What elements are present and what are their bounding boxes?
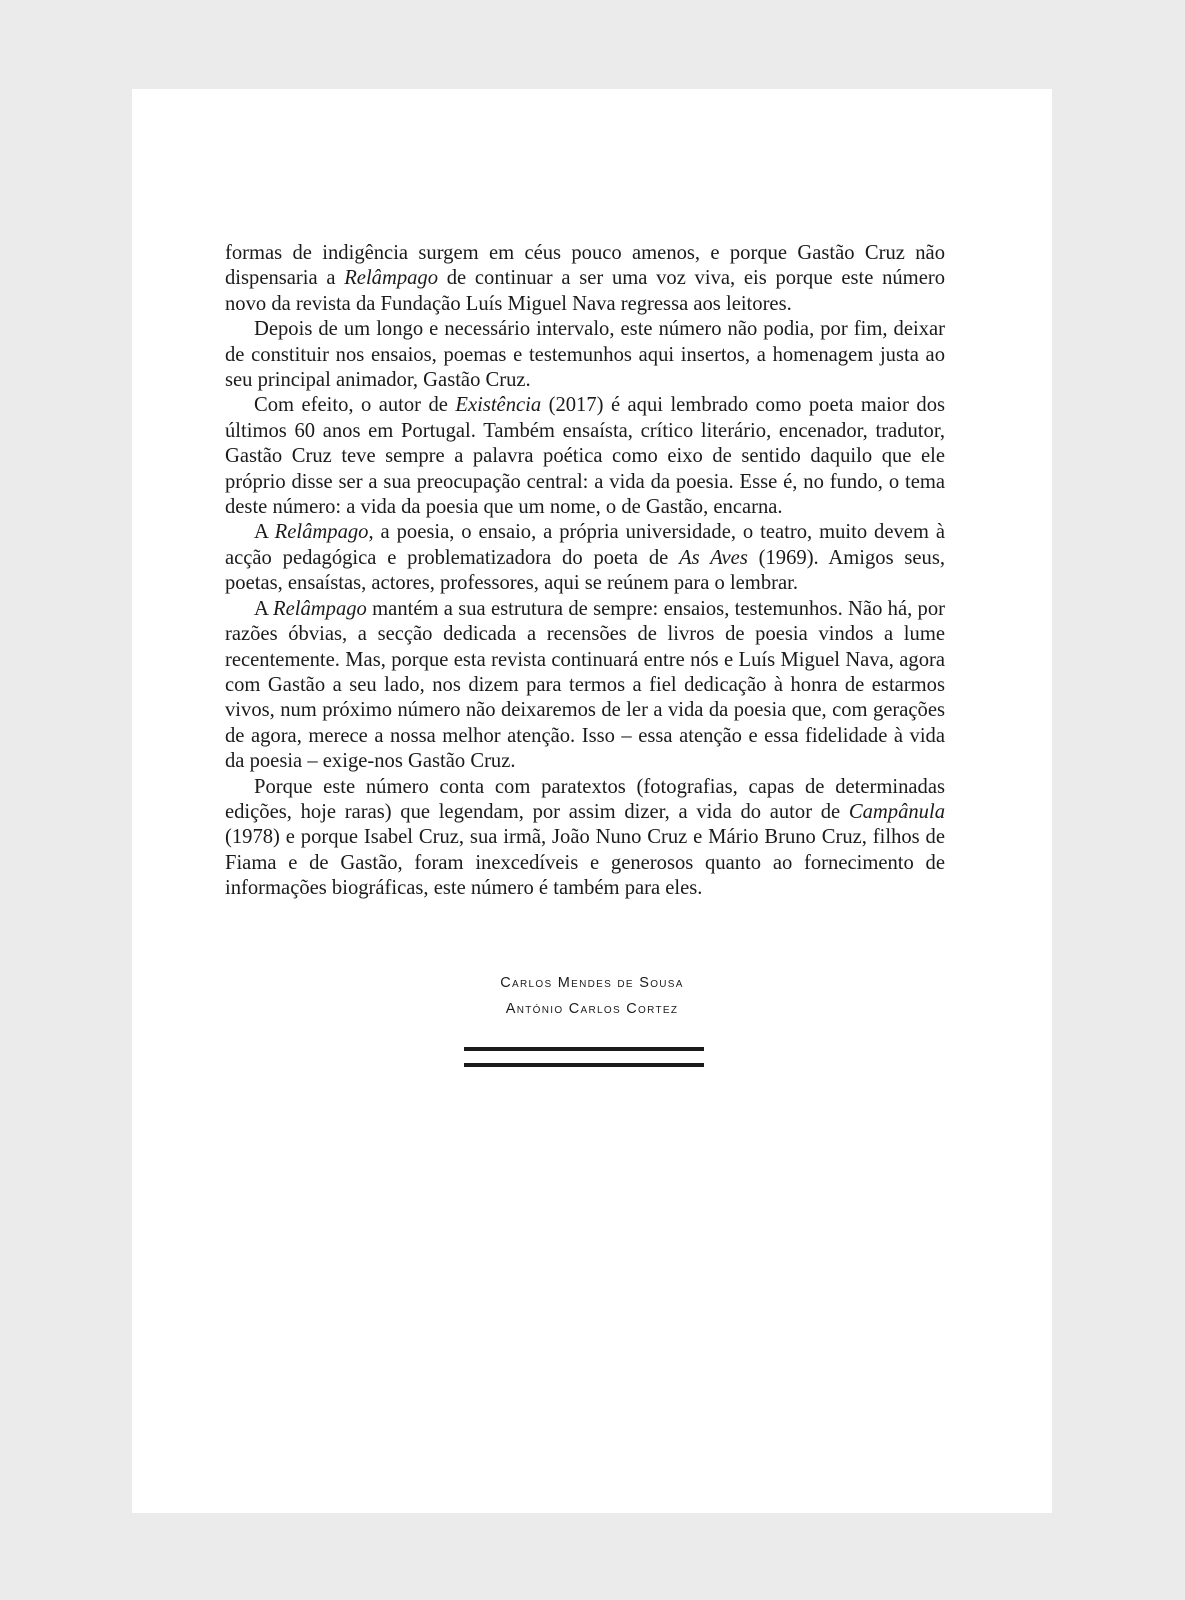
paragraph-5-text: A xyxy=(254,597,274,620)
author-signature-1: Carlos Mendes de Sousa xyxy=(500,975,684,991)
paragraph-4-text: (1969). Amigos seus, poetas, ensaístas, actores, professores, aqui se reúnem para o lembrar. xyxy=(225,546,945,595)
paragraph-5-text: mantém a sua estrutura de sempre: ensaios, testemunhos. Não há, por razões óbvias, a secção dedicada a recensões de livros de poesia vindos a lume recentemente. Mas, porque esta revista continuará entre nós e Luís Miguel Nava, agora com Gastão a seu lado, nos dizem para termos a fiel dedicação à honra de estarmos vivos, num próximo número não deixaremos de ler a vida da poesia que, com gerações de agora, merece a nossa melhor atenção. Isso – essa atenção e essa fidelidade à vida da poesia – exige-nos Gastão Cruz. xyxy=(225,597,945,773)
author-signature-2: António Carlos Cortez xyxy=(505,1001,679,1017)
paragraph-4-text: , a poesia, o ensaio, a própria universidade, o teatro, muito devem à acção pedagógica e problematizadora do poeta de xyxy=(225,521,945,569)
journal-title: Relâmpago xyxy=(273,597,367,620)
paragraph-4 xyxy=(225,520,945,596)
paragraph-6 xyxy=(225,775,945,902)
paragraph-1-text: de continuar a ser uma voz viva, eis porque este número novo da revista da Fundação Luís Miguel Nava regressa aos leitores. xyxy=(225,267,945,315)
paragraph-2-text: Depois de um longo e necessário intervalo, este número não podia, por fim, deixar de constituir nos ensaios, poemas e testemunhos aqui insertos, a homenagem justa ao seu principal animador, Gastão Cruz. xyxy=(225,318,945,392)
book-title: Campânula xyxy=(848,800,945,823)
paragraph-3-text: Com efeito, o autor de xyxy=(254,394,456,417)
paragraph-4-text: A xyxy=(254,521,275,544)
journal-title: Relâmpago xyxy=(274,521,369,544)
paragraph-6-text: (1978) e porque Isabel Cruz, sua irmã, João Nuno Cruz e Mário Bruno Cruz, filhos de Fiama e de Gastão, foram inexcedíveis e generosos quanto ao fornecimento de informações biográficas, este número é também para eles. xyxy=(225,826,945,900)
journal-title: Relâmpago xyxy=(344,267,439,290)
document-page xyxy=(132,89,1052,1513)
closing-rule-bottom xyxy=(464,1063,704,1067)
paragraph-6-text: Porque este número conta com paratextos (fotografias, capas de determinadas edições, hoje raras) que legendam, por assim dizer, a vida do autor de xyxy=(225,775,945,823)
book-title: As Aves xyxy=(679,546,748,569)
paragraph-1 xyxy=(225,241,945,317)
paragraph-1-text: formas de indigência surgem em céus pouco amenos, e porque Gastão Cruz não dispensaria a xyxy=(225,242,945,290)
paragraph-3-text: (2017) é aqui lembrado como poeta maior dos últimos 60 anos em Portugal. Também ensaísta, crítico literário, encenador, tradutor, Gastão Cruz teve sempre a palavra poética como eixo de sentido daquilo que ele próprio disse ser a sua preocupação central: a vida da poesia. Esse é, no fundo, o tema deste número: a vida da poesia que um nome, o de Gastão, encarna. xyxy=(225,394,945,519)
book-title: Existência xyxy=(455,394,542,417)
paragraph-2 xyxy=(225,317,945,393)
paragraph-3 xyxy=(225,393,945,520)
paragraph-5 xyxy=(225,597,945,775)
closing-rule-top xyxy=(464,1047,704,1051)
editorial-text xyxy=(225,241,945,902)
